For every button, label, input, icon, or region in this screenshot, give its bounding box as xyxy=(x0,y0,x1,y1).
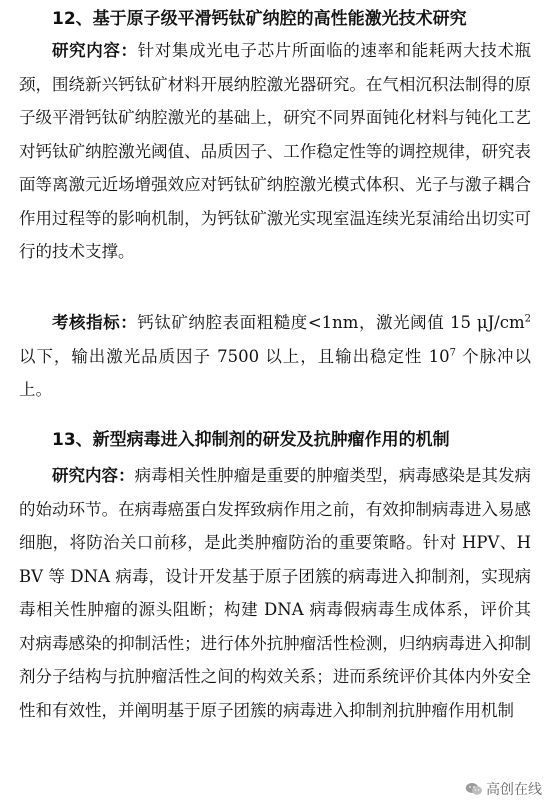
section-12-heading: 12、基于原子级平滑钙钛矿纳腔的高性能激光技术研究 xyxy=(52,9,467,29)
section-12-metrics xyxy=(19,306,531,407)
section-13-heading: 13、新型病毒进入抑制剂的研发及抗肿瘤作用的机制 xyxy=(52,430,450,450)
metric-text-2: 以下，输出激光品质因子 7500 以上，且输出稳定性 10 xyxy=(19,346,450,366)
content-text: 病毒相关性肿瘤是重要的肿瘤类型，病毒感染是其发病的始动环节。在病毒癌蛋白发挥致病作用之前，有效抑制病毒进入易感细胞，将防治关口前移，是此类肿瘤防治的重要策略。针对 HPV、HBV 等 DNA 病毒，设计开发基于原子团簇的病毒进入抑制剂，实现病毒相关性肿瘤的源头阻断；构建 DNA 病毒假病毒生成体系，评价其对病毒感染的抑制活性；进行体外抗肿瘤活性检测，归纳病毒进入抑制剂分子结构与抗肿瘤活性之间的构效关系；进而系统评价其体内外安全性和有效性，并阐明基于原子团簇的病毒进入抑制剂抗肿瘤作用机制 xyxy=(19,466,532,720)
watermark-text: 高创在线 xyxy=(486,782,542,798)
section-12-content xyxy=(19,34,531,269)
watermark xyxy=(463,779,544,799)
metric-text-3: 个脉冲以上。 xyxy=(19,346,531,399)
section-13-content xyxy=(19,459,531,727)
metric-text-1: 钙钛矿纳腔表面粗糙度<1nm，激光阈值 15 μJ/cm xyxy=(137,313,525,332)
content-label: 研究内容： xyxy=(52,466,135,485)
metric-superscript-1: 2 xyxy=(524,313,531,325)
content-text: 针对集成光电子芯片所面临的速率和能耗两大技术瓶颈，围绕新兴钙钛矿材料开展纳腔激光器研究。在气相沉积法制得的原子级平滑钙钛矿纳腔激光的基础上，研究不同界面钝化材料与钝化工艺对钙钛矿纳腔激光阈值、品质因子、工作稳定性等的调控规律，研究表面等离激元近场增强效应对钙钛矿纳腔激光模式体积、光子与激子耦合作用过程等的影响机制，为钙钛矿激光实现室温连续光泵浦给出切实可行的技术支撑。 xyxy=(19,41,532,261)
content-label: 研究内容： xyxy=(52,41,138,60)
metric-superscript-2: 7 xyxy=(449,347,456,358)
metric-label: 考核指标： xyxy=(52,313,138,332)
wechat-icon xyxy=(465,782,483,796)
